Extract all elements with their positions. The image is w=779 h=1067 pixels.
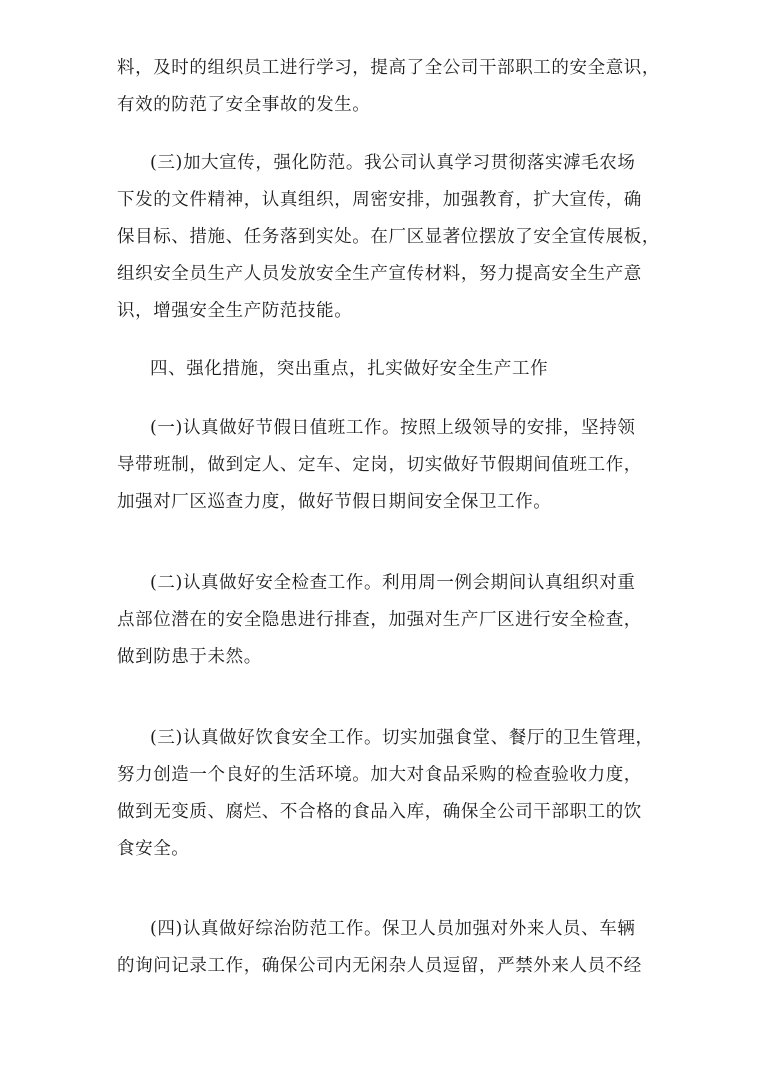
text-line: 保目标、措施、任务落到实处。在厂区显著位摆放了安全宣传展板， [117,227,660,247]
paragraph-food-safety [117,720,665,868]
text-line: 料，及时的组织员工进行学习，提高了全公司干部职工的安全意识， [117,58,660,78]
paragraph-publicity [117,145,665,330]
text-line: 有效的防范了安全事故的发生。 [117,95,371,115]
paragraph-holiday-duty [117,410,665,521]
text-line: 做到防患于未然。 [117,647,262,667]
text-line: (一)认真做好节假日值班工作。按照上级领导的安排，坚持领 [150,418,636,438]
text-line: 做到无变质、腐烂、不合格的食品入库，确保全公司干部职工的饮 [117,802,642,822]
text-line: 努力创造一个良好的生活环境。加大对食品采购的检查验收力度， [117,765,642,785]
section-heading-four [117,351,665,388]
text-line: (三)认真做好饮食安全工作。切实加强食堂、餐厅的卫生管理， [150,728,654,748]
text-line: 下发的文件精神，认真组织，周密安排，加强教育，扩大宣传，确 [117,190,642,210]
paragraph-comprehensive-security [117,911,665,985]
paragraph-safety-training [117,50,665,124]
text-line: 食安全。 [117,839,190,859]
paragraph-safety-inspection [117,565,665,676]
text-line: 导带班制，做到定人、定车、定岗，切实做好节假期间值班工作， [117,455,642,475]
text-line: (二)认真做好安全检查工作。利用周一例会期间认真组织对重 [150,573,636,593]
text-line: 组织安全员生产人员发放安全生产宣传材料，努力提高安全生产意 [117,264,642,284]
text-line: 四、强化措施，突出重点，扎实做好安全生产工作 [150,359,549,379]
text-line: 加强对厂区巡查力度，做好节假日期间安全保卫工作。 [117,492,552,512]
text-line: 的询问记录工作，确保公司内无闲杂人员逗留，严禁外来人员不经 [117,956,642,976]
text-line: 识，增强安全生产防范技能。 [117,301,353,321]
text-line: (三)加大宣传，强化防范。我公司认真学习贯彻落实滹毛农场 [150,153,636,173]
text-line: (四)认真做好综治防范工作。保卫人员加强对外来人员、车辆 [150,919,636,939]
text-line: 点部位潜在的安全隐患进行排查，加强对生产厂区进行安全检查， [117,610,642,630]
